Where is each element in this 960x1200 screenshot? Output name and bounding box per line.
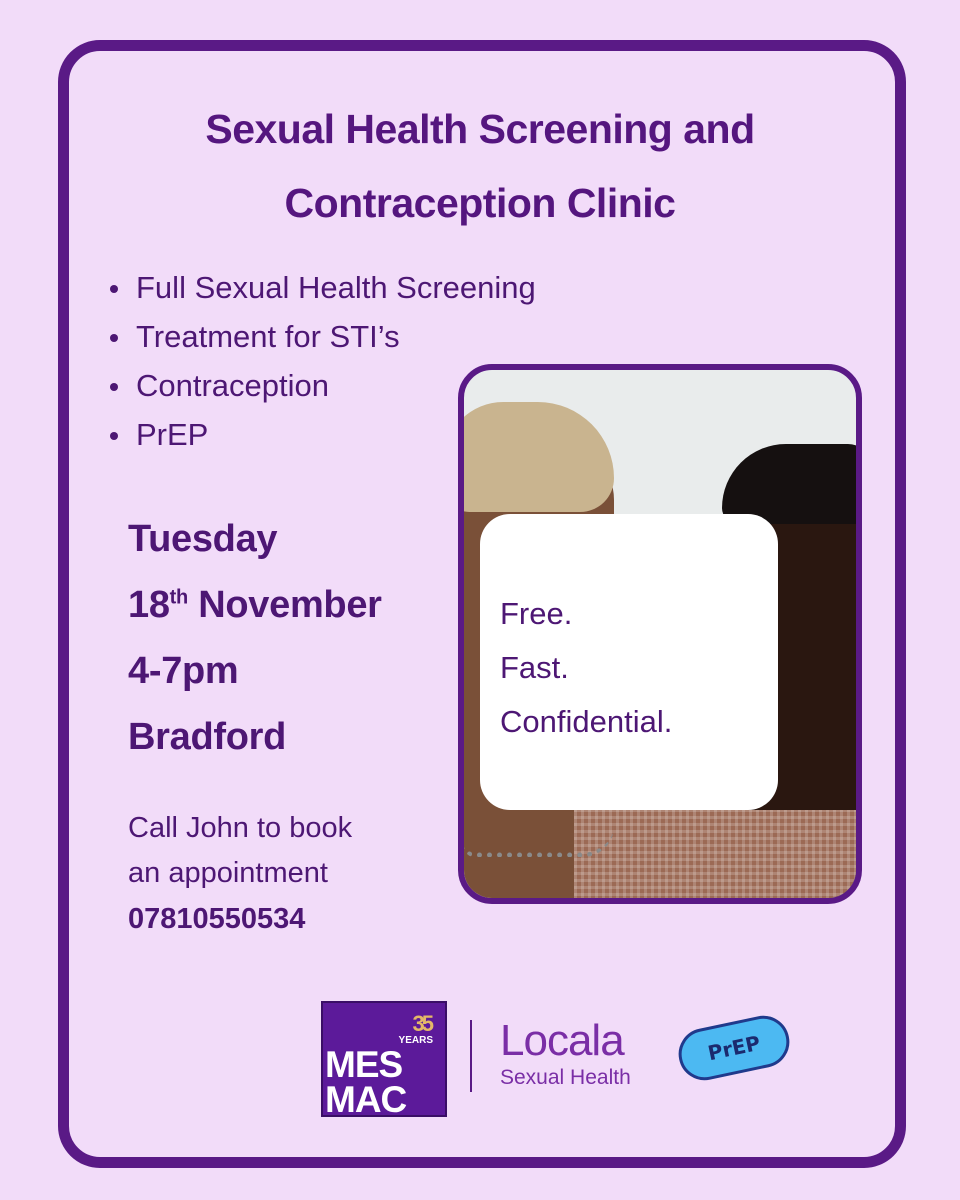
photo-chain-necklace (464, 826, 614, 857)
event-place: Bradford (128, 716, 287, 758)
booking-line-1: Call John to book (128, 812, 353, 844)
booking-line-2: an appointment (128, 857, 328, 889)
service-item: Full Sexual Health Screening (110, 268, 536, 317)
tagline-card (480, 514, 778, 810)
booking-phone-number[interactable]: 07810550534 (128, 903, 306, 935)
event-time: 4-7pm (128, 650, 239, 692)
mesmac-years-number: 35 (412, 1011, 431, 1036)
logo-divider (470, 1020, 472, 1092)
photo-hair-right (722, 444, 862, 524)
poster-title-line-1: Sexual Health Screening and (205, 106, 755, 152)
service-item: Contraception (110, 366, 536, 415)
locala-logo-subtitle: Sexual Health (500, 1066, 631, 1089)
mesmac-logo-line-2: MAC (325, 1079, 407, 1120)
photo-checked-shirt (574, 810, 862, 904)
locala-logo: Locala (500, 1016, 624, 1065)
tagline-fast: Fast. (500, 650, 569, 685)
event-date-day: 18 (128, 584, 170, 626)
mesmac-logo-line-1: MES (325, 1044, 403, 1085)
photo-hair-left (458, 402, 614, 512)
mesmac-years-word: YEARS (398, 1035, 433, 1046)
poster-title-line-2: Contraception Clinic (284, 180, 676, 226)
service-item: PrEP (110, 415, 536, 464)
event-date (128, 584, 382, 627)
service-item: Treatment for STI’s (110, 317, 536, 366)
event-date-suffix: th (169, 586, 188, 609)
event-date-month: November (198, 584, 382, 626)
tagline-free: Free. (500, 596, 573, 631)
tagline-confidential: Confidential. (500, 704, 673, 739)
mesmac-logo (321, 1001, 447, 1120)
event-day: Tuesday (128, 518, 278, 560)
prep-pill-label: PrEP (705, 1030, 763, 1066)
